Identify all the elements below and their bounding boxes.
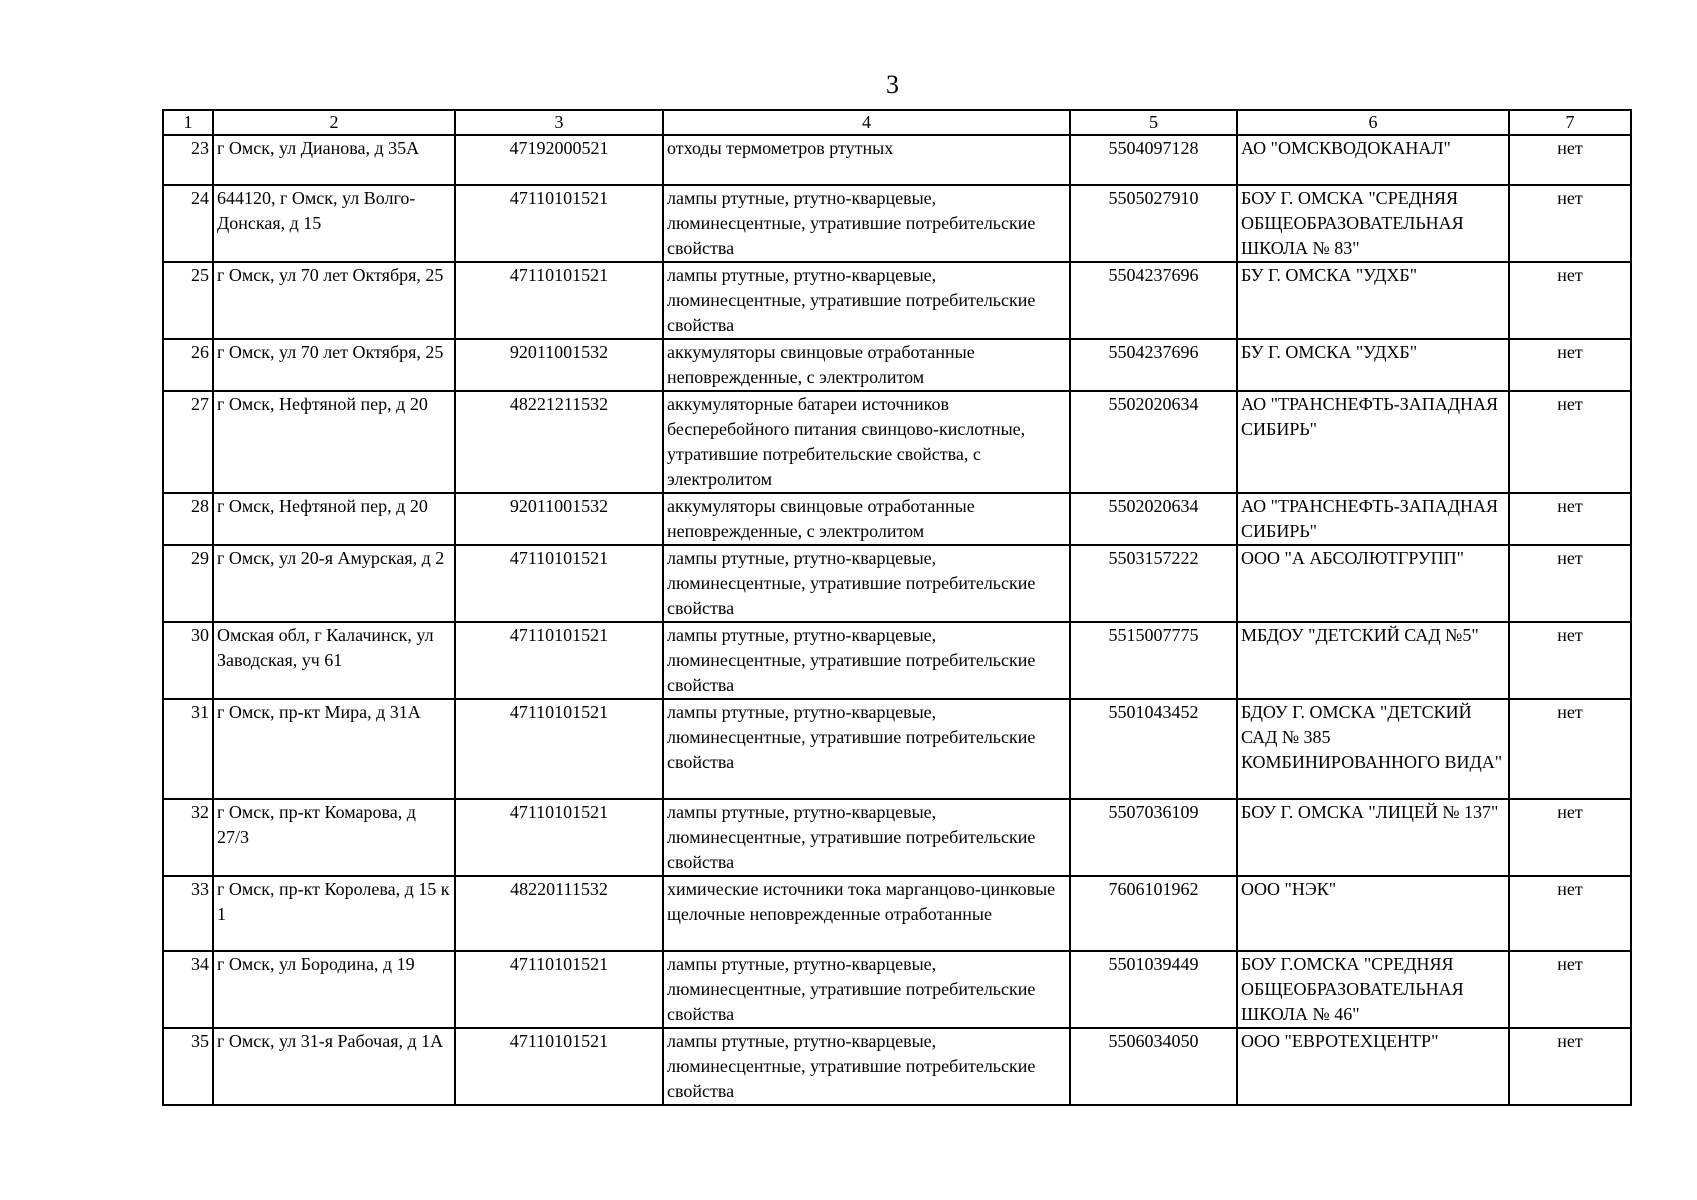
inn-cell: 5505027910 (1070, 185, 1237, 262)
organization-cell: ООО "А АБСОЛЮТГРУПП" (1237, 545, 1509, 622)
organization-cell: БОУ Г.ОМСКА "СРЕДНЯЯ ОБЩЕОБРАЗОВАТЕЛЬНАЯ ШКОЛА № 46" (1237, 951, 1509, 1028)
inn-cell: 5503157222 (1070, 545, 1237, 622)
waste-code-cell: 47110101521 (455, 262, 663, 339)
waste-code-cell: 47110101521 (455, 951, 663, 1028)
organization-cell: АО "ОМСКВОДОКАНАЛ" (1237, 135, 1509, 185)
organization-cell: БУ Г. ОМСКА "УДХБ" (1237, 262, 1509, 339)
row-number: 33 (163, 876, 213, 951)
waste-code-cell: 47110101521 (455, 622, 663, 699)
waste-name-cell: лампы ртутные, ртутно-кварцевые, люминесцентные, утратившие потребительские свойства (663, 545, 1070, 622)
address-cell: г Омск, ул 20-я Амурская, д 2 (213, 545, 455, 622)
flag-cell: нет (1509, 493, 1631, 545)
organization-cell: ООО "ЕВРОТЕХЦЕНТР" (1237, 1028, 1509, 1105)
waste-name-cell: лампы ртутные, ртутно-кварцевые, люминесцентные, утратившие потребительские свойства (663, 1028, 1070, 1105)
waste-code-cell: 92011001532 (455, 493, 663, 545)
row-number: 27 (163, 391, 213, 493)
flag-cell: нет (1509, 699, 1631, 799)
address-cell: г Омск, Нефтяной пер, д 20 (213, 493, 455, 545)
address-cell: г Омск, ул 70 лет Октября, 25 (213, 339, 455, 391)
table-header-row (163, 110, 1631, 135)
waste-name-cell: лампы ртутные, ртутно-кварцевые, люминесцентные, утратившие потребительские свойства (663, 951, 1070, 1028)
flag-cell: нет (1509, 135, 1631, 185)
waste-name-cell: химические источники тока марганцово-цинковые щелочные неповрежденные отработанные (663, 876, 1070, 951)
inn-cell: 5504237696 (1070, 262, 1237, 339)
table-row (163, 622, 1631, 699)
flag-cell: нет (1509, 339, 1631, 391)
row-number: 23 (163, 135, 213, 185)
organization-cell: БОУ Г. ОМСКА "ЛИЦЕЙ № 137" (1237, 799, 1509, 876)
inn-cell: 5506034050 (1070, 1028, 1237, 1105)
row-number: 30 (163, 622, 213, 699)
waste-code-cell: 47110101521 (455, 545, 663, 622)
row-number: 34 (163, 951, 213, 1028)
waste-name-cell: лампы ртутные, ртутно-кварцевые, люминесцентные, утратившие потребительские свойства (663, 262, 1070, 339)
table-row (163, 185, 1631, 262)
table-row (163, 876, 1631, 951)
waste-code-cell: 47110101521 (455, 799, 663, 876)
waste-name-cell: лампы ртутные, ртутно-кварцевые, люминесцентные, утратившие потребительские свойства (663, 622, 1070, 699)
page-number: 3 (886, 70, 899, 99)
waste-code-cell: 47110101521 (455, 1028, 663, 1105)
address-cell: г Омск, ул 31-я Рабочая, д 1А (213, 1028, 455, 1105)
address-cell: Омская обл, г Калачинск, ул Заводская, уч 61 (213, 622, 455, 699)
organization-cell: БОУ Г. ОМСКА "СРЕДНЯЯ ОБЩЕОБРАЗОВАТЕЛЬНАЯ ШКОЛА № 83" (1237, 185, 1509, 262)
address-cell: г Омск, пр-кт Комарова, д 27/3 (213, 799, 455, 876)
column-header: 3 (455, 110, 663, 135)
row-number: 35 (163, 1028, 213, 1105)
waste-code-cell: 47110101521 (455, 699, 663, 799)
row-number: 32 (163, 799, 213, 876)
flag-cell: нет (1509, 391, 1631, 493)
flag-cell: нет (1509, 876, 1631, 951)
table-row (163, 951, 1631, 1028)
registry-table (162, 109, 1632, 1106)
column-header: 2 (213, 110, 455, 135)
table-row (163, 799, 1631, 876)
address-cell: г Омск, пр-кт Королева, д 15 к 1 (213, 876, 455, 951)
column-header: 4 (663, 110, 1070, 135)
waste-name-cell: лампы ртутные, ртутно-кварцевые, люминесцентные, утратившие потребительские свойства (663, 799, 1070, 876)
table-row (163, 493, 1631, 545)
column-header: 5 (1070, 110, 1237, 135)
inn-cell: 5501043452 (1070, 699, 1237, 799)
inn-cell: 5501039449 (1070, 951, 1237, 1028)
row-number: 31 (163, 699, 213, 799)
inn-cell: 7606101962 (1070, 876, 1237, 951)
inn-cell: 5504237696 (1070, 339, 1237, 391)
organization-cell: БУ Г. ОМСКА "УДХБ" (1237, 339, 1509, 391)
flag-cell: нет (1509, 951, 1631, 1028)
inn-cell: 5504097128 (1070, 135, 1237, 185)
inn-cell: 5507036109 (1070, 799, 1237, 876)
waste-name-cell: лампы ртутные, ртутно-кварцевые, люминесцентные, утратившие потребительские свойства (663, 185, 1070, 262)
inn-cell: 5515007775 (1070, 622, 1237, 699)
table-row (163, 391, 1631, 493)
waste-name-cell: аккумуляторы свинцовые отработанные неповрежденные, с электролитом (663, 339, 1070, 391)
address-cell: г Омск, Нефтяной пер, д 20 (213, 391, 455, 493)
waste-code-cell: 47192000521 (455, 135, 663, 185)
row-number: 28 (163, 493, 213, 545)
table-row (163, 699, 1631, 799)
waste-name-cell: аккумуляторы свинцовые отработанные неповрежденные, с электролитом (663, 493, 1070, 545)
waste-code-cell: 92011001532 (455, 339, 663, 391)
table-row (163, 545, 1631, 622)
address-cell: г Омск, ул Бородина, д 19 (213, 951, 455, 1028)
address-cell: г Омск, ул 70 лет Октября, 25 (213, 262, 455, 339)
row-number: 24 (163, 185, 213, 262)
waste-code-cell: 48220111532 (455, 876, 663, 951)
flag-cell: нет (1509, 1028, 1631, 1105)
column-header: 7 (1509, 110, 1631, 135)
organization-cell: ООО "НЭК" (1237, 876, 1509, 951)
table-row (163, 262, 1631, 339)
flag-cell: нет (1509, 185, 1631, 262)
table-row (163, 135, 1631, 185)
table-row (163, 339, 1631, 391)
organization-cell: МБДОУ "ДЕТСКИЙ САД №5" (1237, 622, 1509, 699)
address-cell: г Омск, ул Дианова, д 35А (213, 135, 455, 185)
row-number: 29 (163, 545, 213, 622)
address-cell: г Омск, пр-кт Мира, д 31А (213, 699, 455, 799)
waste-code-cell: 47110101521 (455, 185, 663, 262)
waste-name-cell: аккумуляторные батареи источников бесперебойного питания свинцово-кислотные, утратившие потребительские свойства, с электролитом (663, 391, 1070, 493)
inn-cell: 5502020634 (1070, 493, 1237, 545)
column-header: 1 (163, 110, 213, 135)
waste-code-cell: 48221211532 (455, 391, 663, 493)
flag-cell: нет (1509, 799, 1631, 876)
inn-cell: 5502020634 (1070, 391, 1237, 493)
row-number: 25 (163, 262, 213, 339)
address-cell: 644120, г Омск, ул Волго-Донская, д 15 (213, 185, 455, 262)
waste-name-cell: отходы термометров ртутных (663, 135, 1070, 185)
column-header: 6 (1237, 110, 1509, 135)
table-row (163, 1028, 1631, 1105)
row-number: 26 (163, 339, 213, 391)
flag-cell: нет (1509, 262, 1631, 339)
organization-cell: БДОУ Г. ОМСКА "ДЕТСКИЙ САД № 385 КОМБИНИРОВАННОГО ВИДА" (1237, 699, 1509, 799)
flag-cell: нет (1509, 545, 1631, 622)
organization-cell: АО "ТРАНСНЕФТЬ-ЗАПАДНАЯ СИБИРЬ" (1237, 391, 1509, 493)
waste-name-cell: лампы ртутные, ртутно-кварцевые, люминесцентные, утратившие потребительские свойства (663, 699, 1070, 799)
organization-cell: АО "ТРАНСНЕФТЬ-ЗАПАДНАЯ СИБИРЬ" (1237, 493, 1509, 545)
flag-cell: нет (1509, 622, 1631, 699)
